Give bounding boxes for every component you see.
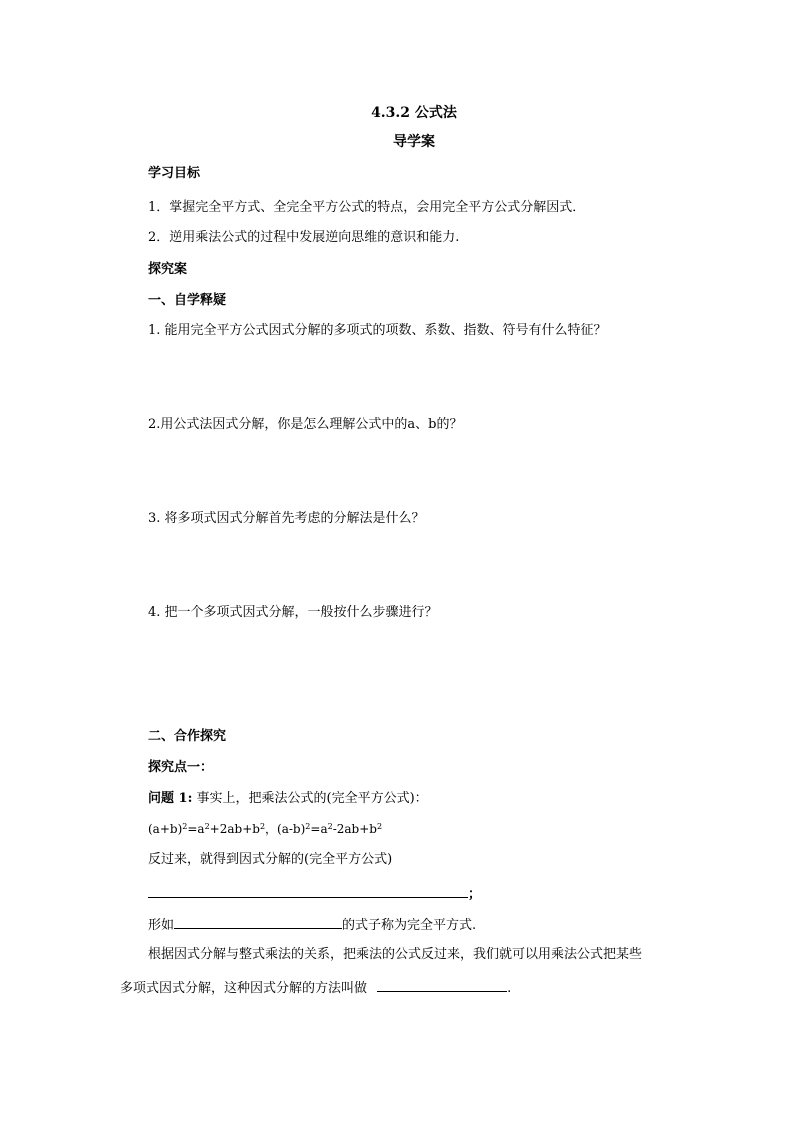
self-study-question: 3. 将多项式因式分解首先考虑的分解法是什么？: [148, 511, 425, 526]
self-study-question: 2.用公式法因式分解，你是怎么理解公式中的a、b的？: [148, 417, 463, 432]
formula-exponent: 2: [376, 822, 383, 831]
paragraph-text: 多项式因式分解，这种因式分解的方法叫做: [120, 981, 368, 996]
formula-exponent: 2: [259, 822, 266, 831]
paragraph-line: 根据因式分解与整式乘法的关系，把乘法的公式反过来，我们就可以用乘法公式把某些: [148, 947, 643, 962]
formula-part: =a: [187, 822, 205, 836]
formula-part: ，(a-b): [265, 822, 306, 836]
shape-suffix: 的式子称为完全平方式.: [342, 918, 477, 933]
cooperation-heading: 二、合作探究: [148, 729, 227, 744]
formula-part: =a: [310, 822, 328, 836]
formula-exponent: 2: [182, 822, 188, 831]
objective-item: 1．掌握完全平方式、全完全平方公式的特点，会用完全平方公式分解因式．: [148, 200, 586, 215]
explore-heading: 探究案: [148, 262, 188, 277]
period: .: [507, 981, 512, 996]
shape-answer-blank[interactable]: [174, 914, 342, 929]
formula-exponent: 2: [204, 822, 210, 831]
objectives-heading: 学习目标: [148, 166, 201, 181]
problem-text: 事实上，把乘法公式的(完全平方公式)：: [196, 791, 428, 806]
method-answer-blank[interactable]: [377, 977, 507, 992]
formula-answer-blank[interactable]: [148, 883, 468, 898]
formula-exponent: 2: [305, 822, 311, 831]
formula-blank-line: [148, 883, 481, 904]
formula-part: -2ab+b: [332, 822, 377, 836]
problem-label: 问题 1:: [148, 791, 193, 806]
document-subtitle: 导学案: [393, 134, 435, 150]
objective-item: 2．逆用乘法公式的过程中发展逆向思维的意识和能力.: [148, 230, 460, 245]
square-formulas: [148, 820, 382, 838]
paragraph-line: [120, 977, 511, 998]
formula-exponent: 2: [327, 822, 333, 831]
self-study-question: 4. 把一个多项式因式分解，一般按什么步骤进行？: [148, 605, 438, 620]
semicolon: ；: [468, 887, 482, 902]
shape-line: [148, 914, 476, 935]
point-heading: 探究点一：: [148, 760, 214, 775]
self-study-question: 1. 能用完全平方公式因式分解的多项式的项数、系数、指数、符号有什么特征？: [148, 323, 607, 338]
reverse-text: 反过来，就得到因式分解的(完全平方公式): [148, 852, 393, 867]
problem-line: [148, 790, 428, 808]
formula-part: (a+b): [148, 822, 183, 836]
formula-part: +2ab+b: [209, 822, 260, 836]
document-title: 4.3.2 公式法: [371, 105, 457, 121]
shape-prefix: 形如: [148, 918, 175, 933]
self-study-heading: 一、自学释疑: [148, 293, 227, 308]
